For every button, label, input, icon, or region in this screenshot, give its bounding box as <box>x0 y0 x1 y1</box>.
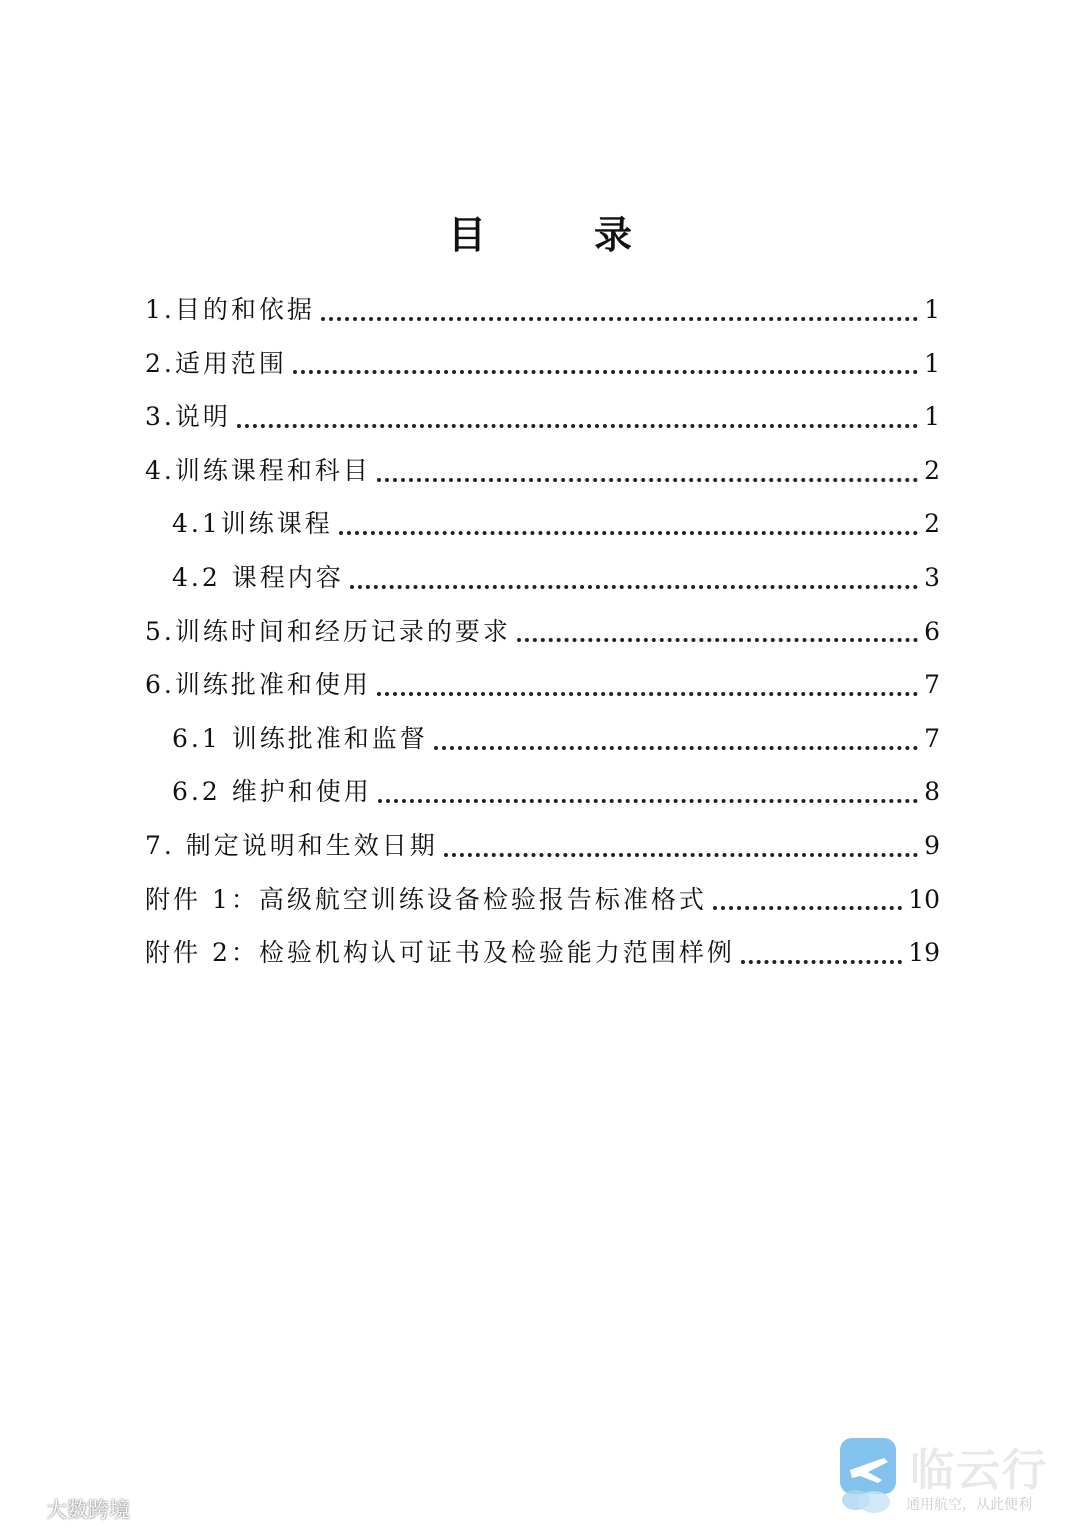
toc-dot-leader <box>293 370 918 374</box>
toc-entry-page: 6 <box>924 616 940 646</box>
toc-entry <box>145 826 940 880</box>
toc-dot-leader <box>377 478 918 482</box>
toc-entry-label: 5.训练时间和经历记录的要求 <box>145 616 511 646</box>
toc-entry-page: 2 <box>924 455 940 485</box>
toc-entry-label: 6.1 训练批准和监督 <box>172 723 428 753</box>
toc-dot-leader <box>713 906 902 910</box>
watermark-left <box>6 1494 130 1524</box>
toc-entry <box>145 880 940 934</box>
toc-entry-label: 6.2 维护和使用 <box>172 777 372 807</box>
toc-entry-page: 1 <box>924 348 940 378</box>
toc-entry <box>145 504 940 558</box>
toc-dot-leader <box>237 424 918 428</box>
toc-entry-label: 4.2 课程内容 <box>172 562 344 592</box>
toc-entry <box>145 719 940 773</box>
toc-dot-leader <box>434 746 918 750</box>
toc-dot-leader <box>350 585 918 589</box>
toc-entry-label: 附件 2：检验机构认可证书及检验能力范围样例 <box>145 938 735 968</box>
toc-entry-label: 6.训练批准和使用 <box>145 670 371 700</box>
airplane-cloud-logo-icon <box>838 1436 900 1516</box>
toc-entry <box>145 665 940 719</box>
title-left: 目 <box>447 213 486 257</box>
toc-entry <box>145 451 940 505</box>
logo-text: 临云行 <box>910 1445 1048 1496</box>
toc-dot-leader <box>378 799 918 803</box>
toc-entry-label: 1.目的和依据 <box>145 295 315 324</box>
toc-entry <box>145 558 940 612</box>
title-right: 录 <box>594 213 633 257</box>
toc-entry <box>145 612 940 666</box>
toc-entry <box>145 344 940 398</box>
toc-entry-page: 7 <box>924 670 940 700</box>
toc-dot-leader <box>444 853 918 857</box>
toc-entry-page: 8 <box>924 777 940 807</box>
toc-entry-label: 附件 1：高级航空训练设备检验报告标准格式 <box>145 884 707 914</box>
toc-entry-page: 1 <box>924 295 940 324</box>
toc-entry <box>145 772 940 826</box>
logo-subtitle: 通用航空，从此便利 <box>906 1497 1032 1513</box>
toc-entry <box>145 397 940 451</box>
toc-dot-leader <box>339 531 918 535</box>
toc-entry-page: 9 <box>924 830 940 860</box>
toc-entry <box>145 290 940 344</box>
toc-entry-label: 4.1训练课程 <box>172 509 333 539</box>
toc-entry <box>145 933 940 987</box>
toc-dot-leader <box>321 317 918 321</box>
toc-entry-page: 19 <box>908 938 940 968</box>
toc-dot-leader <box>377 692 918 696</box>
table-of-contents <box>145 290 940 987</box>
page-title <box>0 204 1080 259</box>
toc-entry-page: 10 <box>908 884 940 914</box>
toc-dot-leader <box>517 638 918 642</box>
toc-dot-leader <box>741 960 902 964</box>
toc-entry-label: 2.适用范围 <box>145 348 287 378</box>
toc-entry-label: 3.说明 <box>145 402 231 432</box>
toc-entry-page: 3 <box>924 562 940 592</box>
brand-logo <box>838 1434 1058 1524</box>
weibo-logo-icon <box>6 1498 42 1520</box>
toc-entry-page: 1 <box>924 402 940 432</box>
toc-entry-label: 4.训练课程和科目 <box>145 455 371 485</box>
toc-entry-label: 7. 制定说明和生效日期 <box>145 830 438 860</box>
watermark-left-text: 大数跨境 <box>46 1498 130 1522</box>
toc-entry-page: 7 <box>924 723 940 753</box>
toc-entry-page: 2 <box>924 509 940 539</box>
